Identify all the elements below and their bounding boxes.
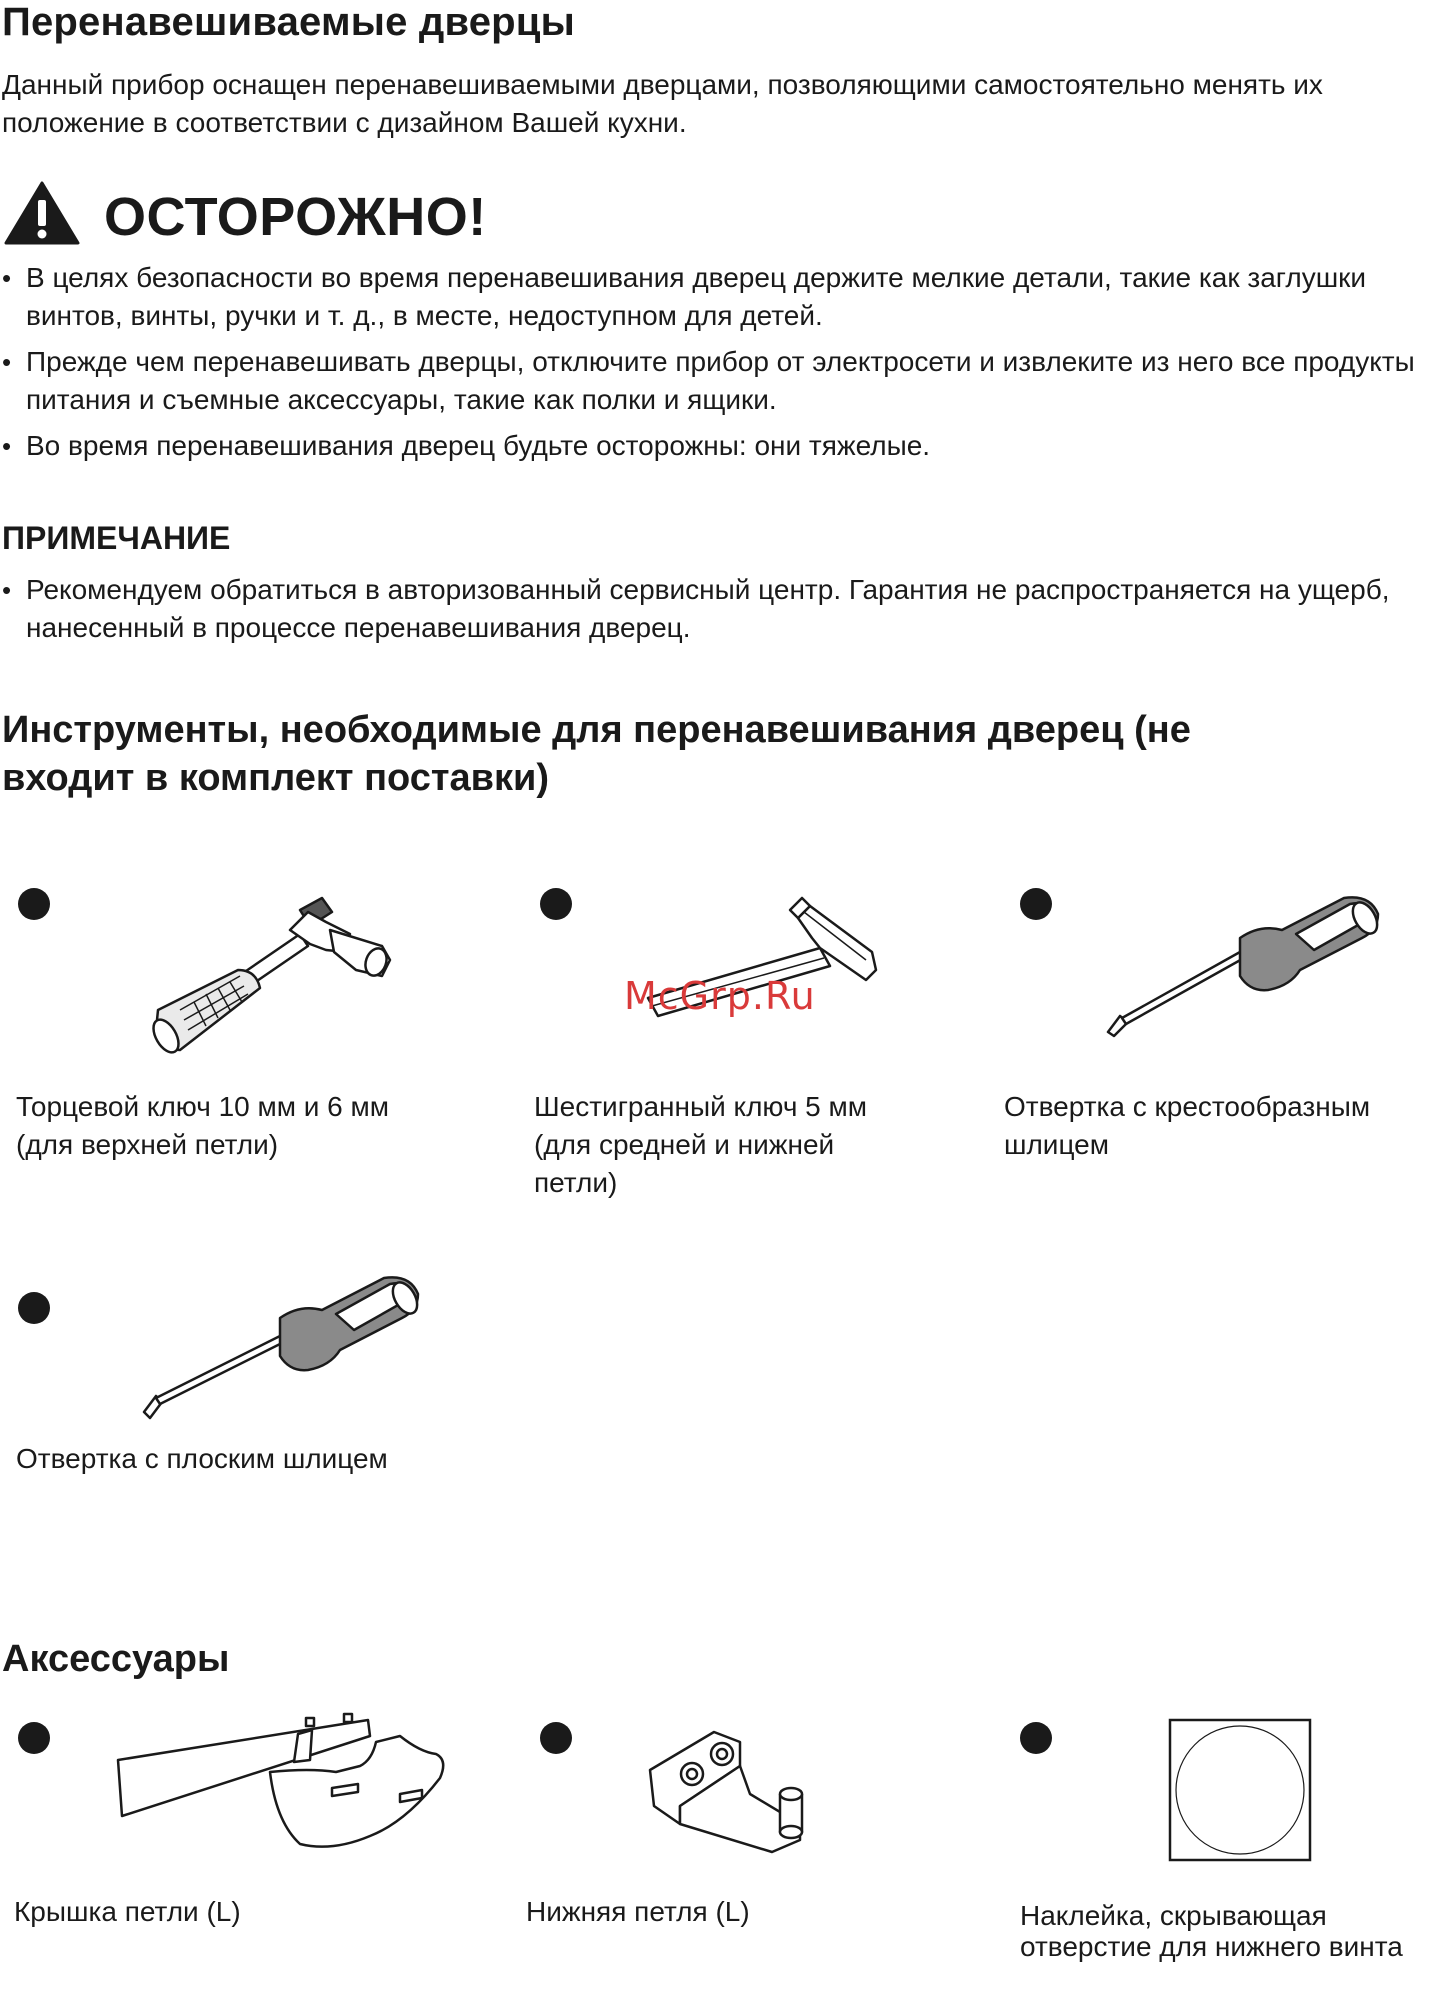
intro-text: Данный прибор оснащен перенавешиваемыми дверцами, позволяющими самостоятельно менять их положение в соответствии с дизайном Вашей кухни. [2, 69, 1323, 138]
tools-heading: Инструменты, необходимые для перенавешивания дверец (не входит в комплект поставки) [2, 709, 1191, 799]
hole-sticker-icon [1168, 1718, 1312, 1862]
caution-item: • Во время перенавешивания дверец будьте осторожны: они тяжелые. [2, 427, 1438, 465]
hinge-cover-icon [110, 1712, 450, 1862]
tool-caption: Торцевой ключ 10 мм и 6 мм (для верхней петли) [16, 1091, 390, 1160]
caution-header [2, 180, 602, 250]
lower-hinge-icon [640, 1714, 830, 1864]
note-list [2, 571, 1438, 655]
accessory-caption: Крышка петли (L) [14, 1896, 241, 1927]
caution-item: • В целях безопасности во время перенавешивания дверец держите мелкие детали, такие как заглушки винтов, винты, ручки и т. д., в месте, недоступном для детей. [2, 259, 1438, 335]
accessories-heading: Аксессуары [2, 1638, 230, 1680]
item-marker [540, 888, 572, 920]
caution-item: • Прежде чем перенавешивать дверцы, отключите прибор от электросети и извлеките из него все продукты питания и съемные аксессуары, такие как полки и ящики. [2, 343, 1438, 419]
item-marker [540, 1722, 572, 1754]
item-marker [1020, 888, 1052, 920]
note-item: • Рекомендуем обратиться в авторизованный сервисный центр. Гарантия не распространяется на ущерб, нанесенный в процессе перенавешивания дверец. [2, 571, 1438, 647]
accessory-caption: Нижняя петля (L) [526, 1896, 750, 1927]
watermark: McGrp.Ru [624, 974, 816, 1018]
phillips-screwdriver-icon [1100, 890, 1380, 1040]
item-marker [18, 888, 50, 920]
caution-label: ОСТОРОЖНО! [104, 187, 487, 247]
page-title: Перенавешиваемые дверцы [2, 0, 575, 44]
socket-wrench-icon [150, 890, 400, 1060]
tool-caption: Отвертка с крестообразным шлицем [1004, 1091, 1371, 1160]
caution-list [2, 259, 1438, 473]
hex-key-icon [640, 888, 880, 1048]
warning-triangle-icon [4, 180, 80, 246]
note-heading: ПРИМЕЧАНИЕ [2, 520, 231, 556]
tool-caption: Отвертка с плоским шлицем [16, 1443, 388, 1474]
accessory-caption: Наклейка, скрывающая отверстие для нижнего винта [1020, 1900, 1403, 1962]
flat-screwdriver-icon [140, 1270, 420, 1420]
item-marker [18, 1292, 50, 1324]
item-marker [18, 1722, 50, 1754]
item-marker [1020, 1722, 1052, 1754]
tool-caption: Шестигранный ключ 5 мм (для средней и нижней петли) [534, 1091, 868, 1198]
